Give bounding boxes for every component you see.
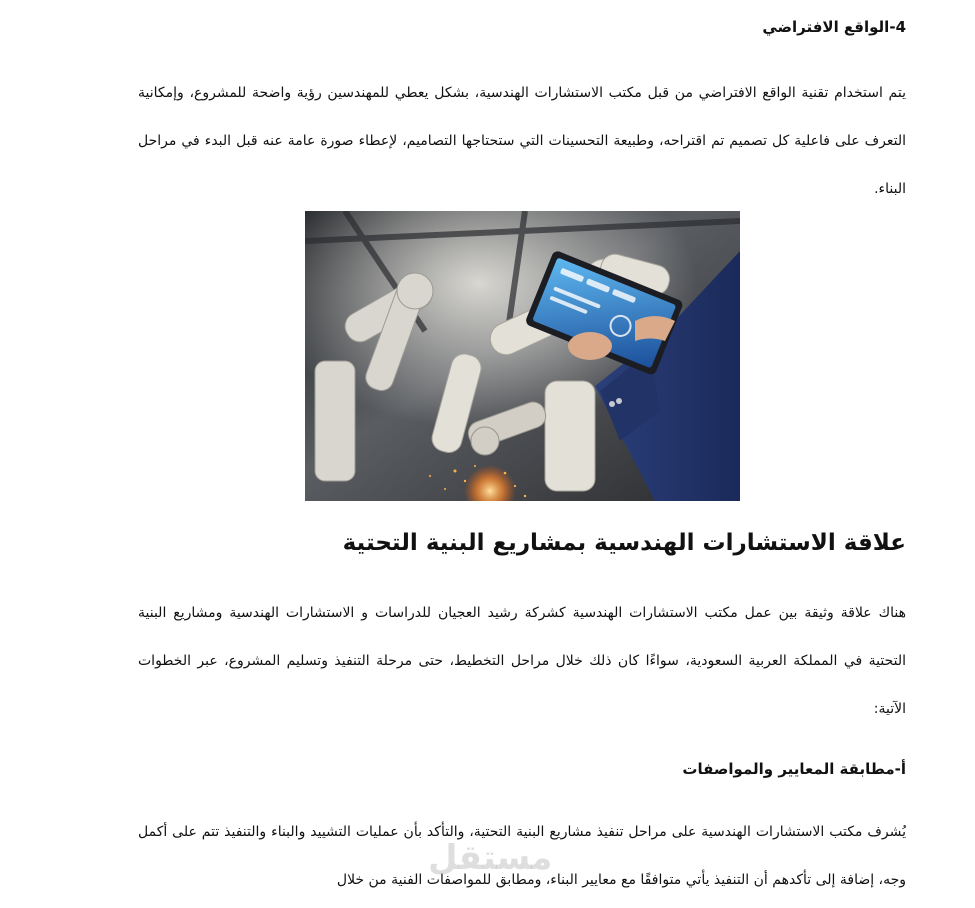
robotic-factory-image	[305, 211, 740, 501]
paragraph-virtual-reality: يتم استخدام تقنية الواقع الافتراضي من قبل مكتب الاستشارات الهندسية، بشكل يعطي للمهندسين رؤية واضحة للمشروع، وإمكانية التعرف على فاعلية كل تصميم تم اقتراحه، وطبيعة التحسينات التي ستحتاجها التصاميم، لإعطاء صورة عامة عنه قبل البدء في مراحل البناء.	[138, 85, 906, 197]
section-heading-infrastructure: علاقة الاستشارات الهندسية بمشاريع البنية التحتية	[342, 530, 906, 556]
watermark-logo: مستقل	[428, 838, 553, 878]
paragraph-standards: يُشرف مكتب الاستشارات الهندسية على مراحل تنفيذ مشاريع البنية التحتية، والتأكد بأن عمليات التشييد والبناء والتنفيذ تتم على أكمل وجه، إضافة إلى تأكدهم أن التنفيذ يأتي متوافقًا مع معايير البناء، ومطابق للمواصفات الفنية من خلال	[138, 824, 906, 888]
section-heading-standards: أ-مطابقة المعايير والمواصفات	[682, 760, 906, 778]
paragraph-infrastructure: هناك علاقة وثيقة بين عمل مكتب الاستشارات الهندسية كشركة رشيد العجيان للدراسات و الاستشارات الهندسية ومشاريع البنية التحتية في المملكة العربية السعودية، سواءًا كان ذلك خلال مراحل التخطيط، حتى مرحلة التنفيذ وتسليم المشروع، عبر الخطوات الآتية:	[138, 605, 906, 717]
section-heading-virtual-reality: 4-الواقع الافتراضي	[762, 18, 906, 36]
factory-illustration	[305, 211, 740, 501]
